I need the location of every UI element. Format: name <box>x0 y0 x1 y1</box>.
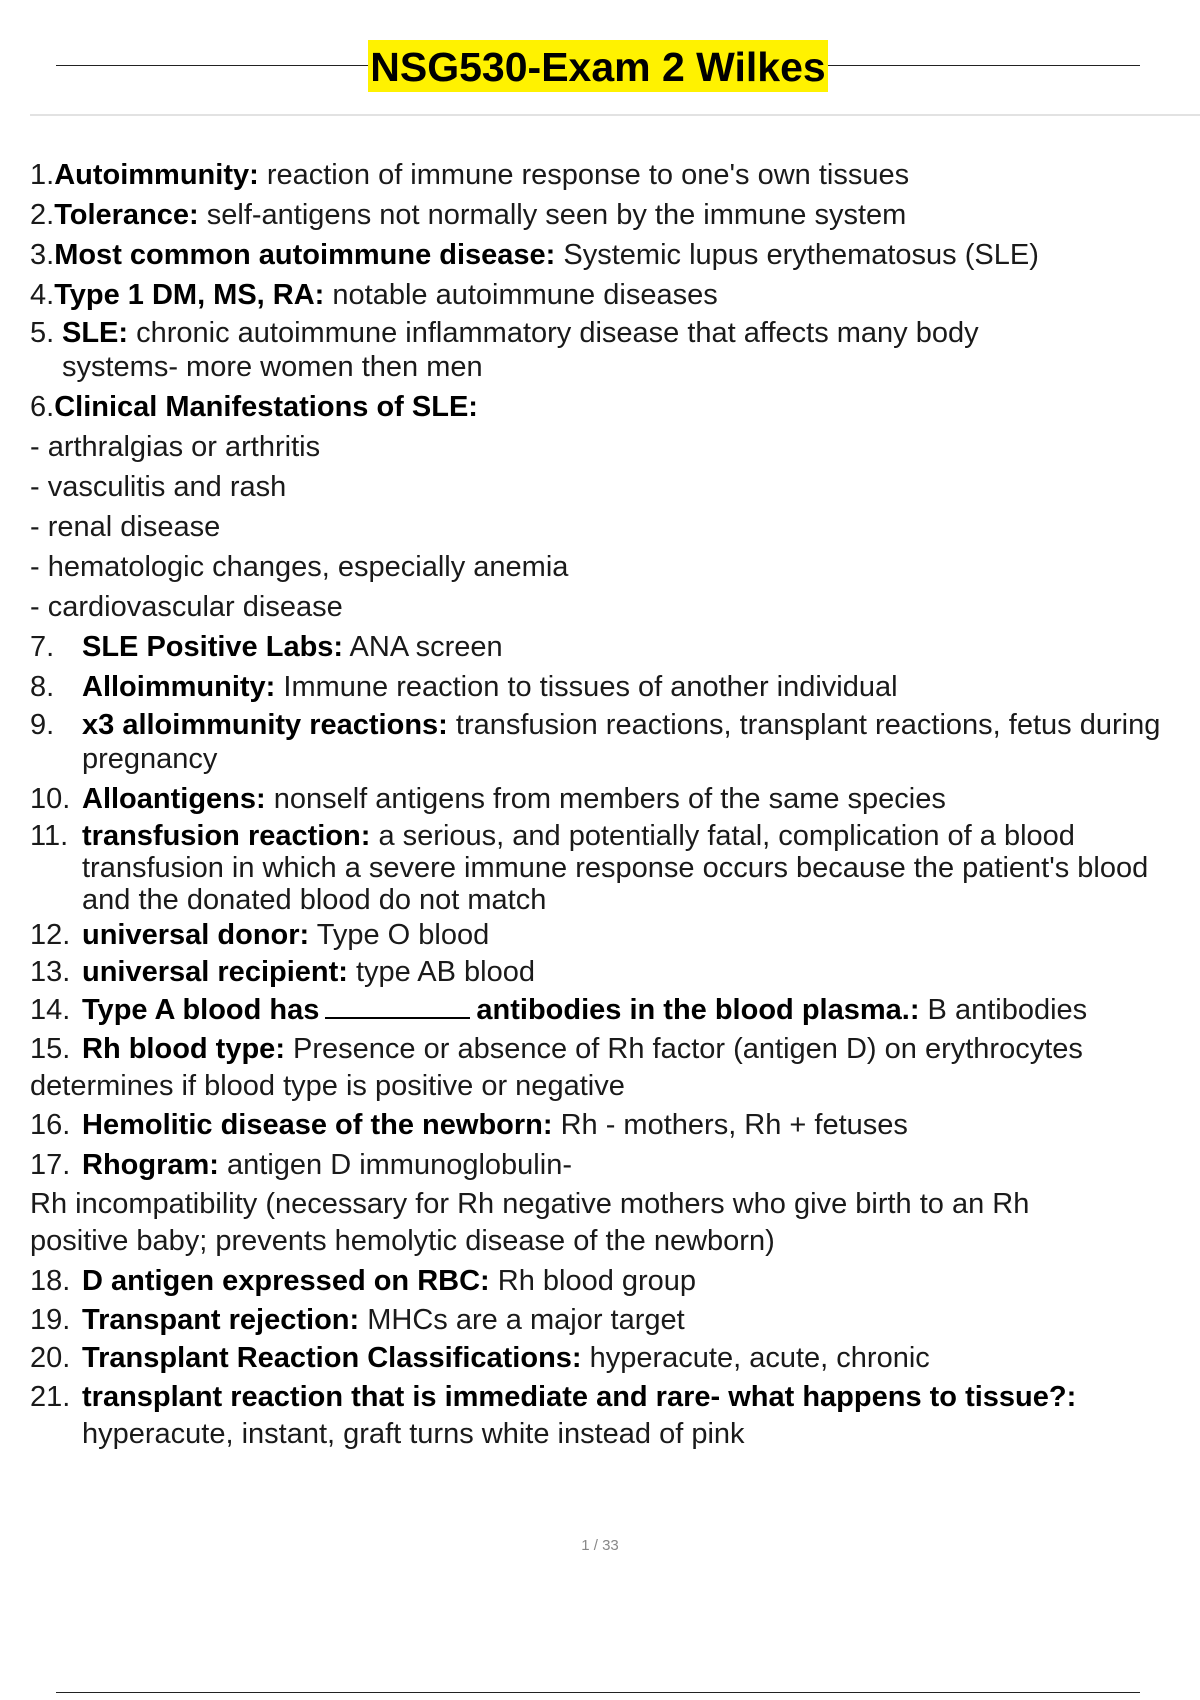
item-definition: hyperacute, instant, graft turns white instead of pink <box>82 1418 745 1450</box>
item-term: Rh blood type: <box>82 1033 285 1065</box>
item-term: universal donor: <box>82 919 310 951</box>
title-divider <box>30 114 1200 116</box>
item-number: 1. <box>30 159 55 191</box>
item-17 <box>30 1146 1200 1185</box>
item-number: 20. <box>30 1342 71 1374</box>
item-number: 2. <box>30 199 55 231</box>
item-term: Transplant Reaction Classifications: <box>82 1342 582 1374</box>
item-definition: hyperacute, acute, chronic <box>581 1342 930 1374</box>
item-number: 14. <box>30 994 71 1026</box>
item-5 <box>30 316 1090 384</box>
item-term: Tolerance: <box>54 199 199 231</box>
item-6 <box>30 388 1200 427</box>
item-number: 10. <box>30 783 71 815</box>
item-term: Alloimmunity: <box>82 671 276 703</box>
item-number: 9. <box>30 709 55 741</box>
item-21 <box>30 1379 1200 1453</box>
footer-rule <box>56 1692 1140 1693</box>
item-12 <box>30 917 1200 953</box>
item-number: 12. <box>30 919 71 951</box>
item-term: transplant reaction that is immediate and rare- what happens to tissue?: <box>82 1381 1077 1413</box>
item-definition: notable autoimmune diseases <box>324 279 718 311</box>
item-number: 15. <box>30 1033 71 1065</box>
sle-manifestation: - arthralgias or arthritis <box>30 431 321 463</box>
sle-manifestation: - vasculitis and rash <box>30 471 287 503</box>
item-number: 7. <box>30 631 55 663</box>
item-15 <box>30 1031 1200 1068</box>
item-number: 5. <box>30 317 55 349</box>
item-term: universal recipient: <box>82 956 348 988</box>
item-term: Autoimmunity: <box>54 159 259 191</box>
item-19 <box>30 1302 1200 1338</box>
item-term: SLE Positive Labs: <box>82 631 344 663</box>
item-3 <box>30 236 1200 275</box>
item-term: Alloantigens: <box>82 783 266 815</box>
item-definition: B antibodies <box>919 994 1088 1026</box>
item-definition: Rh - mothers, Rh + fetuses <box>552 1109 908 1141</box>
item-number: 21. <box>30 1381 71 1413</box>
item-definition: Systemic lupus erythematosus (SLE) <box>555 239 1039 271</box>
item-term: Transpant rejection: <box>82 1304 360 1336</box>
item-number: 4. <box>30 279 55 311</box>
item-4 <box>30 276 1200 315</box>
item-definition: nonself antigens from members of the same species <box>265 783 946 815</box>
item-term: Type A blood has <box>82 994 320 1026</box>
item-9 <box>30 708 1200 776</box>
item-definition: a serious, and potentially fatal, complication of a blood transfusion in which a severe immune response occurs because the patient's blood and the donated blood do not match <box>82 820 1149 916</box>
item-2 <box>30 196 1200 235</box>
title-rule-right <box>828 65 1140 66</box>
item-definition: type AB blood <box>347 956 535 988</box>
item-8 <box>30 668 1200 707</box>
item-10 <box>30 780 1200 819</box>
item-number: 6. <box>30 391 55 423</box>
item-17-continuation: Rh incompatibility (necessary for Rh negative mothers who give birth to an Rh positive baby; prevents hemolytic disease of the newborn) <box>30 1188 1030 1257</box>
item-15-continuation: determines if blood type is positive or negative <box>30 1070 625 1102</box>
item-definition: Immune reaction to tissues of another individual <box>275 671 898 703</box>
item-number: 16. <box>30 1109 71 1141</box>
item-number: 17. <box>30 1149 71 1181</box>
sle-manifestation: - cardiovascular disease <box>30 591 343 623</box>
item-term: Rhogram: <box>82 1149 219 1181</box>
item-number: 18. <box>30 1265 71 1297</box>
item-term: D antigen expressed on RBC: <box>82 1265 490 1297</box>
item-14 <box>30 991 1200 1030</box>
item-number: 19. <box>30 1304 71 1336</box>
item-term-continued: antibodies in the blood plasma.: <box>476 994 920 1026</box>
document-title: NSG530-Exam 2 Wilkes <box>368 40 827 92</box>
item-number: 11. <box>30 820 69 852</box>
item-definition: self-antigens not normally seen by the immune system <box>198 199 907 231</box>
item-definition: transfusion reactions, transplant reactions, fetus during pregnancy <box>82 709 1161 775</box>
item-term: Clinical Manifestations of SLE: <box>54 391 478 423</box>
item-7 <box>30 628 1200 667</box>
item-11 <box>30 820 1200 916</box>
item-definition: reaction of immune response to one's own tissues <box>258 159 910 191</box>
item-13 <box>30 954 1200 990</box>
title-row <box>56 38 1140 94</box>
item-definition: Rh blood group <box>489 1265 697 1297</box>
question-list <box>30 156 1200 1454</box>
item-term: SLE: <box>62 317 129 349</box>
item-term: Type 1 DM, MS, RA: <box>54 279 325 311</box>
item-definition: chronic autoimmune inflammatory disease that affects many body systems- more women then men <box>62 317 979 383</box>
item-definition: ANA screen <box>343 631 503 663</box>
sle-manifestation: - renal disease <box>30 511 221 543</box>
item-20 <box>30 1339 1200 1378</box>
item-1 <box>30 156 1200 195</box>
item-term: x3 alloimmunity reactions: <box>82 709 448 741</box>
sle-manifestation: - hematologic changes, especially anemia <box>30 551 569 583</box>
item-definition: Type O blood <box>309 919 490 951</box>
item-term: transfusion reaction: <box>82 820 371 852</box>
item-definition: antigen D immunoglobulin- <box>218 1149 572 1181</box>
item-term: Most common autoimmune disease: <box>54 239 556 271</box>
item-definition: Presence or absence of Rh factor (antigen D) on erythrocytes <box>284 1033 1083 1065</box>
fill-in-blank <box>325 993 470 1019</box>
item-number: 8. <box>30 671 55 703</box>
item-18 <box>30 1262 1200 1301</box>
item-term: Hemolitic disease of the newborn: <box>82 1109 553 1141</box>
item-number: 3. <box>30 239 55 271</box>
item-definition: MHCs are a major target <box>359 1304 685 1336</box>
title-rule-left <box>56 65 368 66</box>
item-16 <box>30 1106 1200 1145</box>
page-number: 1 / 33 <box>581 1537 619 1554</box>
item-number: 13. <box>30 956 71 988</box>
